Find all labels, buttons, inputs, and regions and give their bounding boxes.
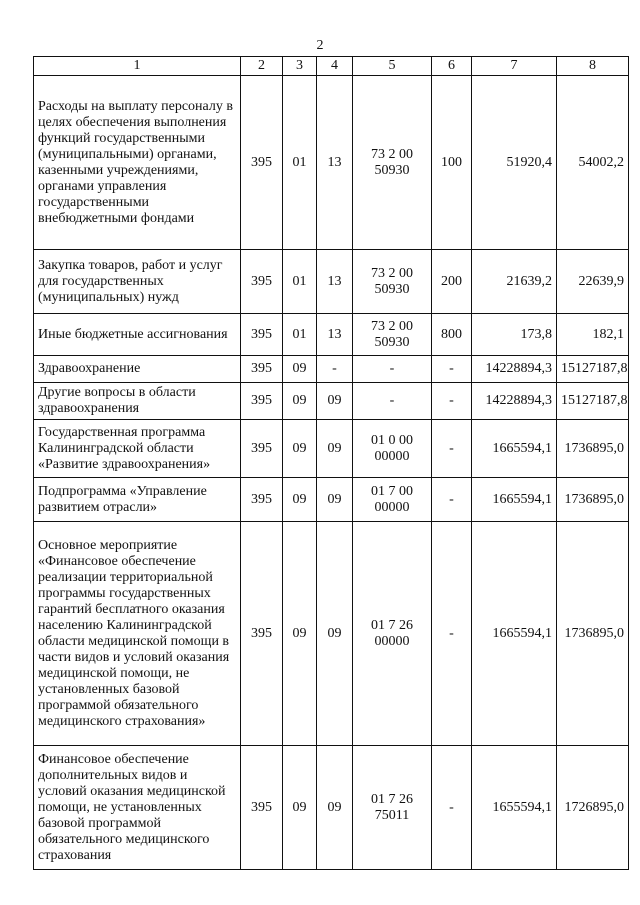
item-name: Основное мероприятие «Финансовое обеспечение реализации территориальной программы государственных гарантий бесплатного оказания населению Калининградской области медицинской помощи в части видов и условий оказания медицинской помощи, не установленных базовой программой обязательного медицинского страхования» bbox=[34, 522, 241, 746]
page-number: 2 bbox=[316, 38, 324, 53]
section-code: 09 bbox=[283, 746, 317, 870]
admin-code: 395 bbox=[241, 478, 283, 522]
amount-col-8: 22639,9 bbox=[557, 250, 629, 314]
target-article-code: - bbox=[353, 383, 432, 420]
expense-type-code: - bbox=[432, 420, 472, 478]
admin-code: 395 bbox=[241, 356, 283, 383]
subsection-code: 09 bbox=[317, 746, 353, 870]
amount-col-7: 173,8 bbox=[472, 314, 557, 356]
admin-code: 395 bbox=[241, 250, 283, 314]
item-name: Финансовое обеспечение дополнительных видов и условий оказания медицинской помощи, не установленных базовой программой обязательного медицинского страхования bbox=[34, 746, 241, 870]
item-name: Закупка товаров, работ и услуг для государственных (муниципальных) нужд bbox=[34, 250, 241, 314]
table-row bbox=[34, 420, 629, 478]
expense-type-code: - bbox=[432, 478, 472, 522]
amount-col-8: 182,1 bbox=[557, 314, 629, 356]
target-article-code: 01 0 00 00000 bbox=[353, 420, 432, 478]
admin-code: 395 bbox=[241, 76, 283, 250]
table-row bbox=[34, 314, 629, 356]
amount-col-7: 1665594,1 bbox=[472, 478, 557, 522]
subsection-code: 13 bbox=[317, 314, 353, 356]
amount-col-8: 15127187,8 bbox=[557, 383, 629, 420]
table-row bbox=[34, 478, 629, 522]
column-header-7: 7 bbox=[472, 57, 557, 76]
amount-col-8: 1726895,0 bbox=[557, 746, 629, 870]
section-code: 01 bbox=[283, 250, 317, 314]
target-article-code: - bbox=[353, 356, 432, 383]
target-article-code: 01 7 26 00000 bbox=[353, 522, 432, 746]
item-name: Другие вопросы в области здравоохранения bbox=[34, 383, 241, 420]
admin-code: 395 bbox=[241, 420, 283, 478]
expense-type-code: 200 bbox=[432, 250, 472, 314]
amount-col-7: 1665594,1 bbox=[472, 420, 557, 478]
amount-col-8: 1736895,0 bbox=[557, 478, 629, 522]
expense-type-code: - bbox=[432, 746, 472, 870]
item-name: Иные бюджетные ассигнования bbox=[34, 314, 241, 356]
item-name: Здравоохранение bbox=[34, 356, 241, 383]
amount-col-7: 21639,2 bbox=[472, 250, 557, 314]
column-header-4: 4 bbox=[317, 57, 353, 76]
amount-col-7: 51920,4 bbox=[472, 76, 557, 250]
budget-table bbox=[33, 56, 629, 870]
target-article-code: 01 7 00 00000 bbox=[353, 478, 432, 522]
expense-type-code: 800 bbox=[432, 314, 472, 356]
item-name: Государственная программа Калининградской области «Развитие здравоохранения» bbox=[34, 420, 241, 478]
expense-type-code: - bbox=[432, 356, 472, 383]
amount-col-7: 1665594,1 bbox=[472, 522, 557, 746]
subsection-code: 09 bbox=[317, 420, 353, 478]
section-code: 09 bbox=[283, 356, 317, 383]
column-header-1: 1 bbox=[34, 57, 241, 76]
section-code: 09 bbox=[283, 420, 317, 478]
section-code: 09 bbox=[283, 522, 317, 746]
target-article-code: 01 7 26 75011 bbox=[353, 746, 432, 870]
table-row bbox=[34, 356, 629, 383]
table-row bbox=[34, 522, 629, 746]
column-header-6: 6 bbox=[432, 57, 472, 76]
amount-col-8: 1736895,0 bbox=[557, 420, 629, 478]
table-row bbox=[34, 76, 629, 250]
amount-col-7: 14228894,3 bbox=[472, 383, 557, 420]
section-code: 01 bbox=[283, 76, 317, 250]
admin-code: 395 bbox=[241, 314, 283, 356]
amount-col-8: 1736895,0 bbox=[557, 522, 629, 746]
section-code: 09 bbox=[283, 383, 317, 420]
table-row bbox=[34, 383, 629, 420]
target-article-code: 73 2 00 50930 bbox=[353, 76, 432, 250]
admin-code: 395 bbox=[241, 746, 283, 870]
admin-code: 395 bbox=[241, 383, 283, 420]
expense-type-code: 100 bbox=[432, 76, 472, 250]
item-name: Расходы на выплату персоналу в целях обеспечения выполнения функций государственными (муниципальными) органами, казенными учреждениями, органами управления государственными внебюджетными фондами bbox=[34, 76, 241, 250]
expense-type-code: - bbox=[432, 522, 472, 746]
item-name: Подпрограмма «Управление развитием отрасли» bbox=[34, 478, 241, 522]
amount-col-7: 14228894,3 bbox=[472, 356, 557, 383]
subsection-code: - bbox=[317, 356, 353, 383]
expense-type-code: - bbox=[432, 383, 472, 420]
amount-col-8: 15127187,8 bbox=[557, 356, 629, 383]
subsection-code: 13 bbox=[317, 76, 353, 250]
table-header-row bbox=[34, 57, 629, 76]
target-article-code: 73 2 00 50930 bbox=[353, 314, 432, 356]
table-row bbox=[34, 250, 629, 314]
subsection-code: 09 bbox=[317, 383, 353, 420]
column-header-8: 8 bbox=[557, 57, 629, 76]
column-header-3: 3 bbox=[283, 57, 317, 76]
column-header-2: 2 bbox=[241, 57, 283, 76]
table-row bbox=[34, 746, 629, 870]
subsection-code: 09 bbox=[317, 478, 353, 522]
admin-code: 395 bbox=[241, 522, 283, 746]
target-article-code: 73 2 00 50930 bbox=[353, 250, 432, 314]
amount-col-8: 54002,2 bbox=[557, 76, 629, 250]
amount-col-7: 1655594,1 bbox=[472, 746, 557, 870]
section-code: 09 bbox=[283, 478, 317, 522]
section-code: 01 bbox=[283, 314, 317, 356]
subsection-code: 13 bbox=[317, 250, 353, 314]
column-header-5: 5 bbox=[353, 57, 432, 76]
subsection-code: 09 bbox=[317, 522, 353, 746]
